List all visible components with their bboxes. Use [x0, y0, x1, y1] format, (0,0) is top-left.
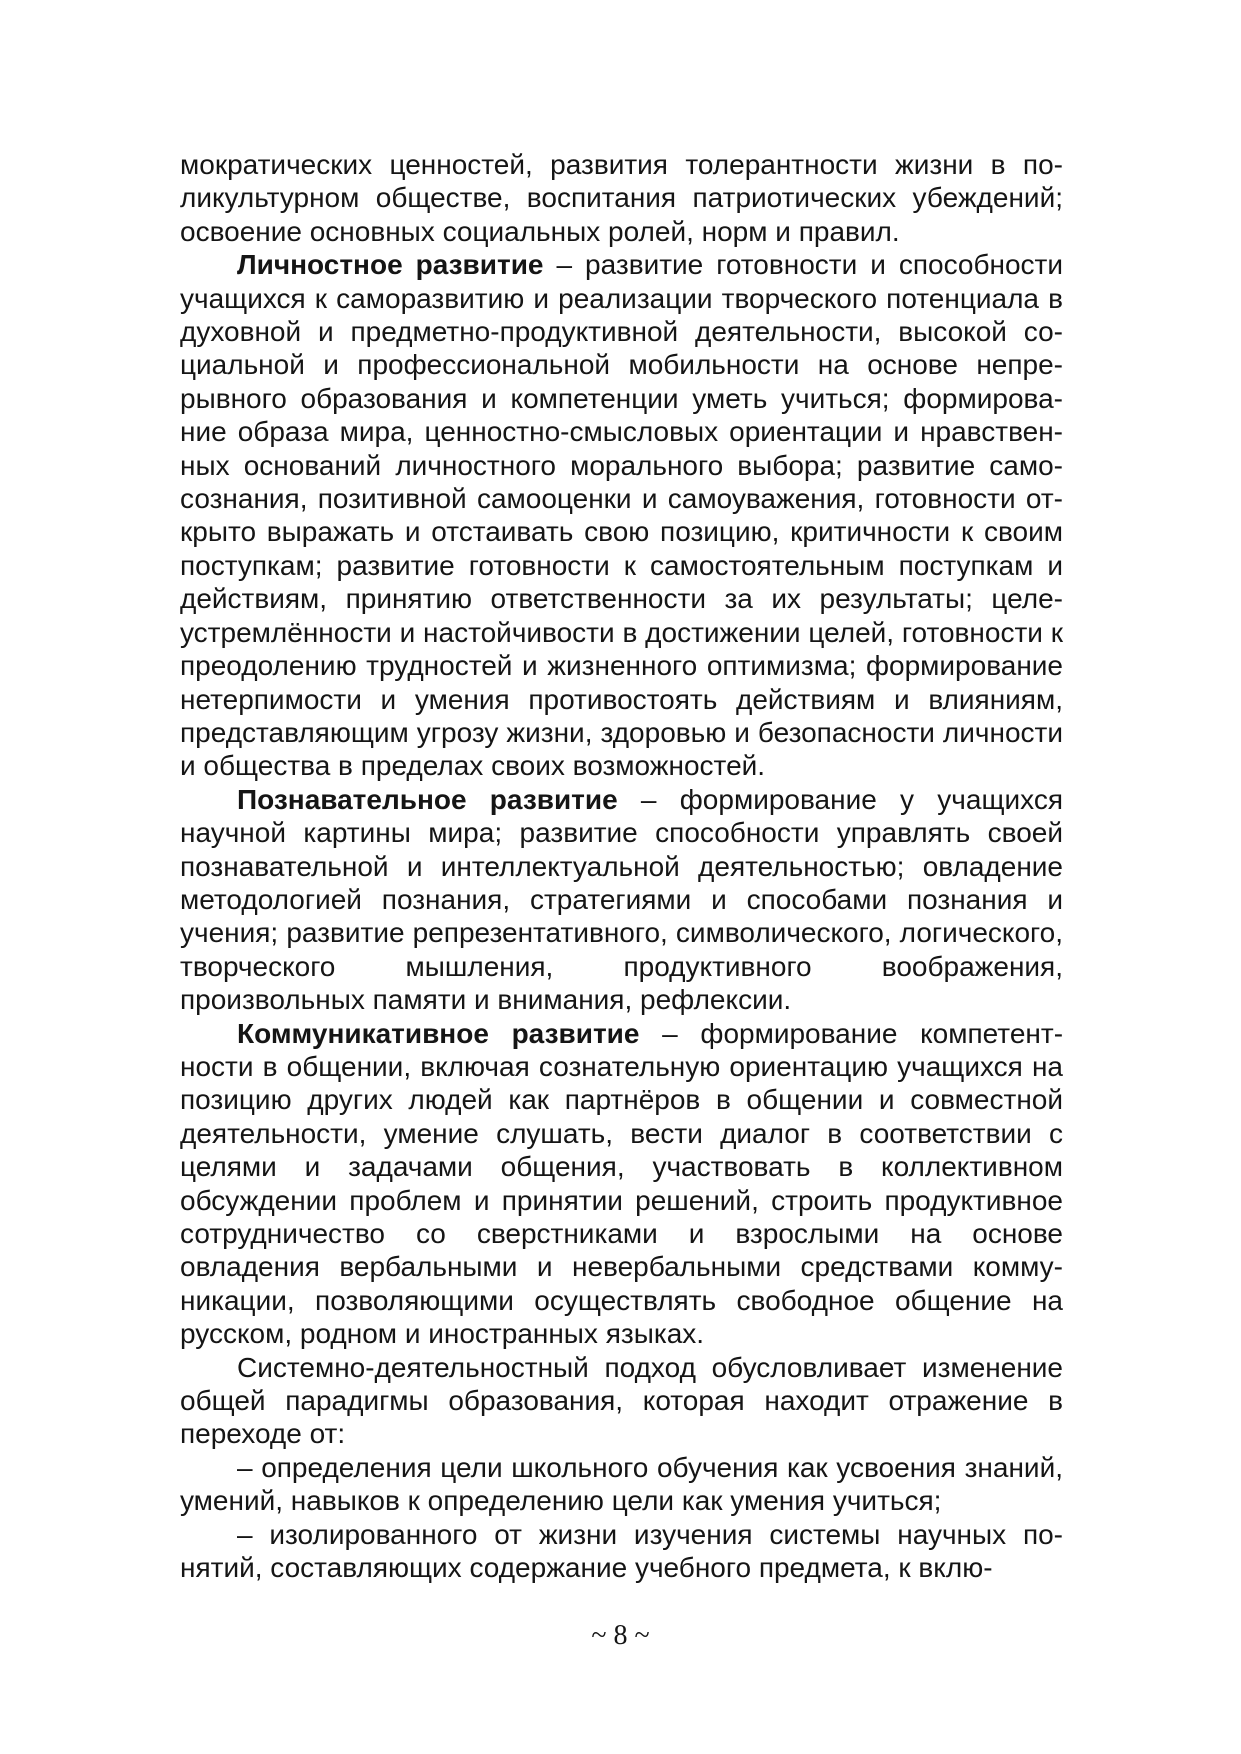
body-text [180, 148, 1063, 1584]
paragraph-text: – изолированного от жизни изучения системы научных понятий, составляющих содержание учебного предмета, к вклю- [180, 1518, 1063, 1584]
paragraph-text: – формирование у учащихся научной картины мира; развитие способности управлять своей познавательной и интеллектуальной деятельностью; овладение методологией познания, стратегиями и способами познания и учения; развитие репрезентативного, символического, логического, творческого мышления, продуктивного воображения, произвольных памяти и внимания, рефлексии. [180, 783, 1063, 1016]
paragraph-text: – формирование компетентности в общении, включая сознательную ориентацию учащихся на позицию других людей как партнёров в общении и совместной деятельности, умение слушать, вести диалог в соответствии с целями и задачами общения, участвовать в коллективном обсуждении проблем и принятии решений, строить продуктивное сотрудничество со сверстниками и взрослыми на основе овладения вербальными и невербальными средствами коммуникации, позволяющими осуществлять свободное общение на русском, родном и иностранных языках. [180, 1017, 1064, 1350]
term-communicative-development: Коммуникативное развитие [237, 1017, 640, 1049]
paragraph-continuation [180, 148, 1063, 248]
term-personal-development: Личностное развитие [237, 249, 544, 281]
paragraph-text: Системно-деятельностный подход обусловливает изменение общей парадигмы образования, которая находит отражение в переходе от: [180, 1351, 1063, 1450]
paragraph-text: – развитие готовности и способности учащихся к саморазвитию и реализации творческого потенциала в духовной и предметно-продуктивной деятельности, высокой социальной и профессиональной мобильности на основе непрерывного образования и компетенции уметь учиться; формирование образа мира, ценностно-смысловых ориентации и нравственных оснований личностного морального выбора; развитие самосознания, позитивной самооценки и самоуважения, готовности открыто выражать и отстаивать свою позицию, критичности к своим поступкам; развитие готовности к самостоятельным поступкам и действиям, принятию ответственности за их результаты; целеустремлённости и настойчивости в достижении целей, готовности к преодолению трудностей и жизненного оптимизма; формирование нетерпимости и умения противостоять действиям и влияниям, представляющим угрозу жизни, здоровью и безопасности личности и общества в пределах своих возможностей. [180, 249, 1063, 782]
paragraph-communicative-development [180, 1017, 1063, 1351]
paragraph-personal-development [180, 248, 1063, 783]
paragraph-text: мократических ценностей, развития толерантности жизни в поликультурном обществе, воспитания патриотических убеждений; освоение основных социальных ролей, норм и правил. [180, 149, 1063, 247]
list-item-dash [180, 1451, 1063, 1518]
paragraph-cognitive-development [180, 783, 1063, 1017]
term-cognitive-development: Познавательное развитие [237, 783, 618, 815]
page-number: ~ 8 ~ [591, 1620, 650, 1651]
paragraph-text: – определения цели школьного обучения как усвоения знаний, умений, навыков к определению цели как умения учиться; [180, 1451, 1063, 1517]
list-item-dash [180, 1518, 1063, 1585]
paragraph-system-activity-approach [180, 1351, 1063, 1451]
